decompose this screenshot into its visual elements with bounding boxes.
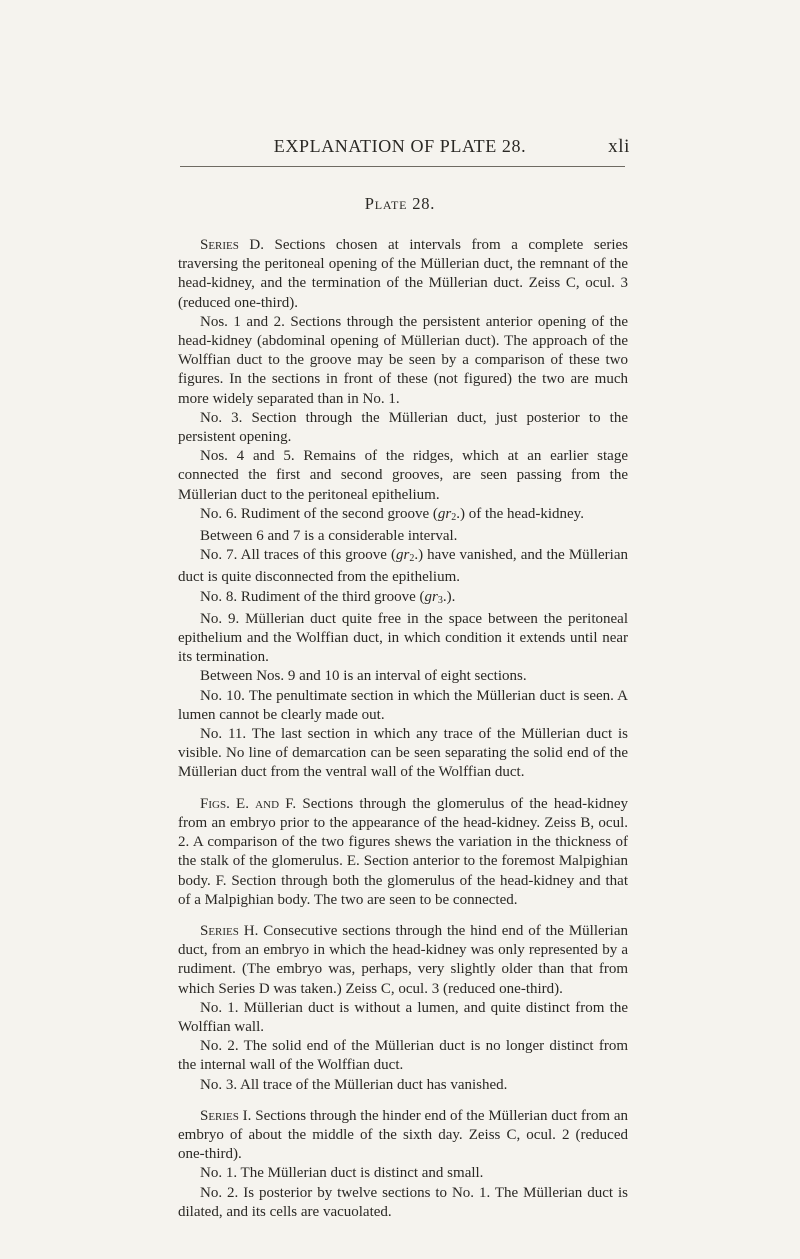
series-d-no-6: No. 6. Rudiment of the second groove $(gr_2.)$ of the head-kidney. [200,505,584,523]
page-number: xli [608,136,630,157]
plate-title: Plate 28. [364,194,436,213]
series-i-no-2: No. 2. Is posterior by twelve sections to No. 1. The Müllerian duct is dilated, and its cells are vacuolated. [178,1184,628,1220]
series-d-nos-1-2: Nos. 1 and 2. Sections through the persistent anterior opening of the head-kidney (abdominal opening of Müllerian duct). The approach of the Wolffian duct to the groove may be seen by a comparison of these two figures. In the sections in front of these (not figured) the two are much more widely separated than in No. 1. [178,313,628,407]
series-i-no-1: No. 1. The Müllerian duct is distinct and small. [200,1165,484,1182]
explanation-body [178,236,628,1222]
series-d-intro: Series D. Sections chosen at intervals from a complete series traversing the peritoneal opening of the Müllerian duct, the remnant of the head-kidney, and the termination of the Müllerian duct. Zeiss C, ocul. 3 (reduced one-third). [178,237,629,311]
running-title: EXPLANATION OF PLATE 28. [273,136,527,156]
series-d-no-3: No. 3. Section through the Müllerian duct, just posterior to the persistent opening. [178,409,628,446]
series-d-no-10: No. 10. The penultimate section in which the Müllerian duct is seen. A lumen cannot be clearly made out. [178,687,628,723]
series-h-lead: Series H. [200,922,259,939]
header-rule [180,166,625,167]
series-d-no-9: No. 9. Müllerian duct quite free in the space between the peritoneal epithelium and the Wolffian duct, in which condition it extends until near its termination. [178,610,628,666]
series-d-between-9-10: Between Nos. 9 and 10 is an interval of eight sections. [200,668,527,685]
figs-ef-paragraph: Figs. E. and F. Sections through the glomerulus of the head-kidney from an embryo prior to the appearance of the head-kidney. Zeiss B, ocul. 2. A comparison of the two figures shews the variation in the thickness of the stalk of the glomerulus. E. Section anterior to the foremost Malpighian body. F. Section through both the glomerulus of the head-kidney and that of a Malpighian body. The two are seen to be connected. [178,795,629,908]
series-i-lead: Series I. [200,1107,252,1124]
series-h-no-3: No. 3. All trace of the Müllerian duct has vanished. [200,1076,508,1093]
series-i-intro: Series I. Sections through the hinder end of the Müllerian duct from an embryo of about the middle of the sixth day. Zeiss C, ocul. 2 (reduced one-third). [178,1107,628,1163]
figs-ef-lead: Figs. E. and F. [200,795,297,812]
series-d-no-8: No. 8. Rudiment of the third groove $(gr_3.)$. [200,588,456,606]
series-d-nos-4-5: Nos. 4 and 5. Remains of the ridges, which at an earlier stage connected the first and second grooves, are seen passing from the Müllerian duct to the peritoneal epithelium. [178,448,628,503]
series-d-no-7: No. 7. All traces of this groove $(gr_2.)$ have vanished, and the Müllerian duct is quite disconnected from the epithelium. [178,547,628,586]
series-h-no-1: No. 1. Müllerian duct is without a lumen, and quite distinct from the Wolffian wall. [178,999,628,1035]
series-d-no-11: No. 11. The last section in which any trace of the Müllerian duct is visible. No line of demarcation can be seen separating the solid end of the Müllerian duct from the ventral wall of the Wolffian duct. [178,726,628,781]
series-h-no-2: No. 2. The solid end of the Müllerian duct is no longer distinct from the internal wall of the Wolffian duct. [178,1038,628,1074]
series-d-lead: Series D. [200,237,264,253]
series-h-intro: Series H. Consecutive sections through the hind end of the Müllerian duct, from an embryo in which the head-kidney was only represented by a rudiment. (The embryo was, perhaps, very slightly older than that from which Series D was taken.) Zeiss C, ocul. 3 (reduced one-third). [178,922,628,997]
series-d-between-6-7: Between 6 and 7 is a considerable interval. [200,528,458,545]
